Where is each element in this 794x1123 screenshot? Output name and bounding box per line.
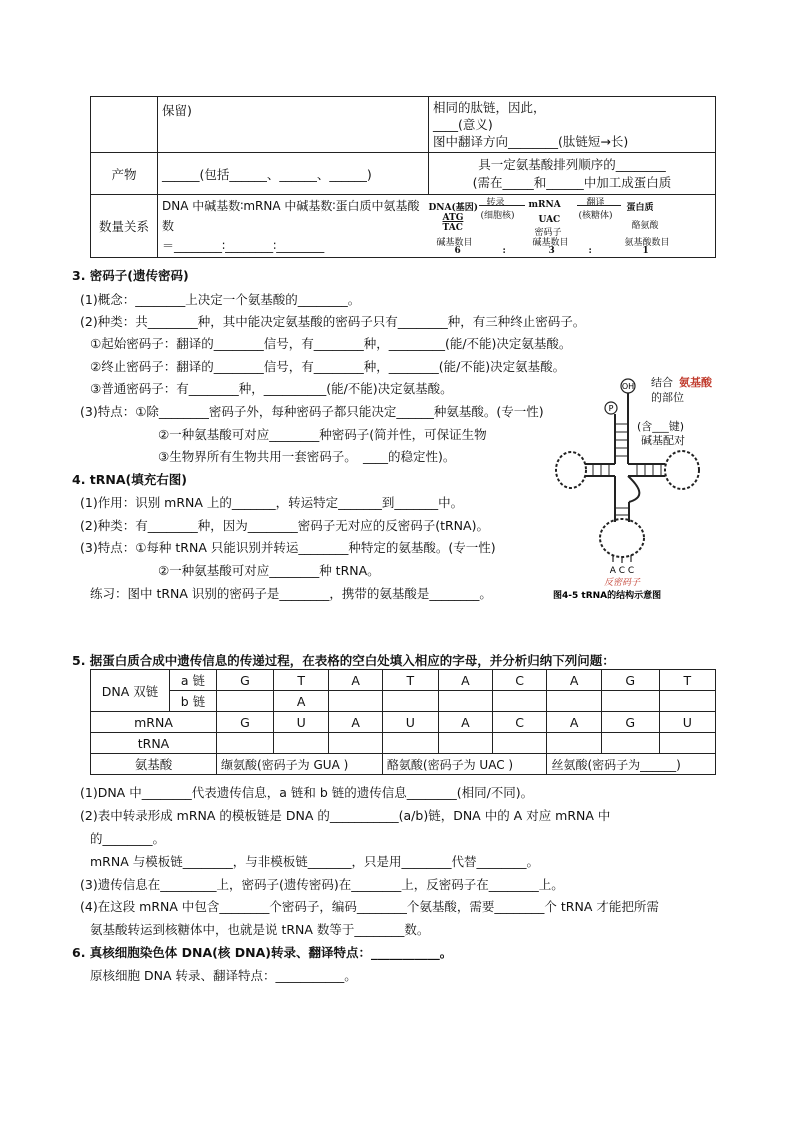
base-cell <box>492 691 547 712</box>
base-cell: U <box>273 712 328 733</box>
base-cell <box>382 691 438 712</box>
cell-line: DNA 中碱基数∶mRNA 中碱基数∶蛋白质中氨基酸数 <box>162 199 420 233</box>
cell-line: 具一定氨基酸排列顺序的________ <box>478 156 666 172</box>
flow-atg: ATG <box>442 213 464 223</box>
amino-acid-cell: 缬氨酸(密码子为 GUA ) <box>217 754 383 775</box>
base-cell: A <box>547 670 601 691</box>
s4-exercise: 练习：图中 tRNA 识别的密码子是________，携带的氨基酸是________。 <box>90 586 492 601</box>
chain-label: a 链 <box>170 670 217 691</box>
row-label: 产物 <box>91 153 158 195</box>
flow-dna: DNA(基因) <box>428 203 479 213</box>
base-cell <box>547 733 601 754</box>
base-cell: A <box>273 691 328 712</box>
anticodon-loop <box>600 519 644 557</box>
flow-ribosome: (核糖体) <box>578 211 613 221</box>
base-cell: G <box>601 712 659 733</box>
s4-line: (1)作用：识别 mRNA 上的_______，转运特定_______到_______中。 <box>80 495 464 510</box>
s4-line: ②一种氨基酸可对应________种 tRNA。 <box>158 563 380 578</box>
stem-pairs <box>615 424 628 456</box>
flow-mrna: mRNA <box>528 200 561 210</box>
flow-tac: TAC <box>442 223 463 233</box>
base-cell: C <box>492 712 547 733</box>
flow-codon: 密码子 <box>534 228 562 238</box>
row-label: DNA 双链 <box>91 670 170 712</box>
bind-label: 结合 <box>651 376 673 389</box>
table-cell <box>91 97 158 153</box>
base-cell: U <box>659 712 715 733</box>
flow-n6: 6 <box>454 246 461 256</box>
flow-colon: : <box>502 246 506 256</box>
base-cell: A <box>329 670 383 691</box>
base-cell: T <box>273 670 328 691</box>
base-cell: T <box>382 670 438 691</box>
flow-base-count: 碱基数目 <box>436 238 473 248</box>
base-cell: G <box>217 712 274 733</box>
anticodon-letters: A C C <box>609 566 635 576</box>
gene-expression-flow <box>429 195 716 257</box>
bond-label: (含___键) <box>637 420 685 433</box>
base-cell: A <box>329 712 383 733</box>
base-cell: A <box>438 712 492 733</box>
table-cell <box>429 153 716 195</box>
s5-question: (3)遗传信息在_________上，密码子(遗传密码)在________上，反密码子在________上。 <box>80 877 564 892</box>
s5-question: 的________。 <box>90 831 166 846</box>
table-cell: ______(包括______、______、______) <box>158 153 429 195</box>
s5-question: (2)表中转录形成 mRNA 的模板链是 DNA 的___________(a/b)链，DNA 中的 A 对应 mRNA 中 <box>80 808 611 823</box>
cell-line: ＝________∶________∶________ <box>162 239 325 253</box>
cell-line: ____(意义) <box>433 117 493 132</box>
base-cell: A <box>547 712 601 733</box>
s4-line: (2)种类：有________种，因为________密码子无对应的反密码子(tRNA)。 <box>80 518 489 533</box>
bind-label-aa: 氨基酸 <box>679 376 712 389</box>
base-cell <box>273 733 328 754</box>
p-text: P <box>608 404 614 413</box>
cell-line: (需在_____和______中加工成蛋白质 <box>472 174 672 190</box>
flow-base-count: 碱基数目 <box>532 238 569 248</box>
top-table <box>90 96 716 258</box>
flow-uac: UAC <box>538 215 561 225</box>
arrow-icon <box>577 205 621 206</box>
base-cell <box>329 733 383 754</box>
base-cell <box>659 733 715 754</box>
base-cell <box>601 691 659 712</box>
base-cell: U <box>382 712 438 733</box>
table-cell <box>429 97 716 153</box>
base-cell: T <box>659 670 715 691</box>
flow-nucleus: (细胞核) <box>480 211 515 221</box>
row-label: mRNA <box>91 712 217 733</box>
variable-loop <box>628 476 639 502</box>
trna-figure <box>545 372 730 600</box>
flow-colon: : <box>588 246 592 256</box>
s3-line: ③生物界所有生物共用一套密码子。 ____的稳定性)。 <box>158 449 456 464</box>
base-cell <box>601 733 659 754</box>
base-cell <box>659 691 715 712</box>
s3-line: (2)种类：共________种，其中能决定氨基酸的密码子只有________种，有三种终止密码子。 <box>80 314 586 329</box>
flow-n3: 3 <box>548 246 555 256</box>
table-cell <box>158 195 429 258</box>
section-6-line: 原核细胞 DNA 转录、翻译特点：___________。 <box>90 968 357 983</box>
t-loop <box>665 451 699 489</box>
flow-diagram-cell <box>429 195 716 258</box>
s3-line: (1)概念：________上决定一个氨基酸的________。 <box>80 292 361 307</box>
pairing-label: 碱基配对 <box>641 434 685 447</box>
s3-line: (3)特点：①除________密码子外，每种密码子都只能决定______种氨基酸。(专一性) <box>80 404 544 419</box>
flow-protein: 蛋白质 <box>626 203 654 213</box>
flow-transcription: 转录 <box>486 198 505 208</box>
bind-label-site: 的部位 <box>651 391 684 404</box>
base-cell <box>217 691 274 712</box>
s5-question: mRNA 与模板链________，与非模板链_______，只是用________代替________。 <box>90 854 539 869</box>
d-loop <box>556 452 586 488</box>
figure-caption: 图4-5 tRNA的结构示意图 <box>553 591 662 600</box>
s3-line: ②一种氨基酸可对应________种密码子(简并性，可保证生物 <box>158 427 487 442</box>
expression-table <box>90 669 716 775</box>
amino-acid-cell: 酪氨酸(密码子为 UAC ) <box>382 754 547 775</box>
flow-n1: 1 <box>642 246 649 256</box>
cell-line: 图中翻译方向________(肽链短→长) <box>433 134 629 149</box>
anticodon-stem-pairs <box>615 508 629 515</box>
base-cell <box>217 733 274 754</box>
t-arm-pairs <box>637 464 661 476</box>
d-arm <box>585 464 615 476</box>
s3-line: ③普通密码子：有________种，__________(能/不能)决定氨基酸。 <box>90 381 453 396</box>
cell-line: 相同的肽链，因此， <box>433 100 546 115</box>
s5-question: (4)在这段 mRNA 中包含________个密码子，编码________个氨基酸，需要________个 tRNA 才能把所需 <box>80 899 659 914</box>
table-cell: 保留) <box>158 97 429 153</box>
base-cell: C <box>492 670 547 691</box>
s5-question: 氨基酸转运到核糖体中，也就是说 tRNA 数等于________数。 <box>90 922 430 937</box>
section-5-title: 5. 据蛋白质合成中遗传信息的传递过程，在表格的空白处填入相应的字母，并分析归纳下列问题： <box>72 653 615 668</box>
base-cell <box>329 691 383 712</box>
row-label: tRNA <box>91 733 217 754</box>
section-3-title: 3. 密码子(遗传密码) <box>72 268 189 283</box>
flow-translation: 翻译 <box>586 198 605 208</box>
section-6-line: 6. 真核细胞染色体 DNA(核 DNA)转录、翻译特点：___________。 <box>72 945 453 960</box>
base-cell <box>438 691 492 712</box>
anticodon-label: 反密码子 <box>603 578 641 588</box>
chain-label: b 链 <box>170 691 217 712</box>
s4-line: (3)特点：①每种 tRNA 只能识别并转运________种特定的氨基酸。(专一性) <box>80 540 496 555</box>
arrow-icon <box>479 205 525 206</box>
amino-acid-cell: 丝氨酸(密码子为______) <box>547 754 716 775</box>
row-label: 氨基酸 <box>91 754 217 775</box>
s5-question: (1)DNA 中________代表遗传信息，a 链和 b 链的遗传信息________(相同/不同)。 <box>80 785 534 800</box>
s3-line: ①起始密码子：翻译的________信号，有________种，_________(能/不能)决定氨基酸。 <box>90 336 572 351</box>
trna-diagram <box>545 372 730 600</box>
base-cell <box>547 691 601 712</box>
section-4-title: 4. tRNA(填充右图) <box>72 472 187 487</box>
base-cell: G <box>217 670 274 691</box>
row-label: 数量关系 <box>91 195 158 258</box>
base-cell <box>492 733 547 754</box>
oh-text: OH <box>621 382 635 391</box>
s3-line: ②终止密码子：翻译的________信号，有________种，________(能/不能)决定氨基酸。 <box>90 359 566 374</box>
t-arm <box>628 464 665 476</box>
acceptor-stem <box>615 393 628 464</box>
flow-aa: 酪氨酸 <box>631 221 659 231</box>
base-cell: G <box>601 670 659 691</box>
base-cell <box>382 733 438 754</box>
base-cell <box>438 733 492 754</box>
base-cell: A <box>438 670 492 691</box>
flow-aa-count: 氨基酸数目 <box>624 238 670 248</box>
d-arm-pairs <box>593 464 609 476</box>
